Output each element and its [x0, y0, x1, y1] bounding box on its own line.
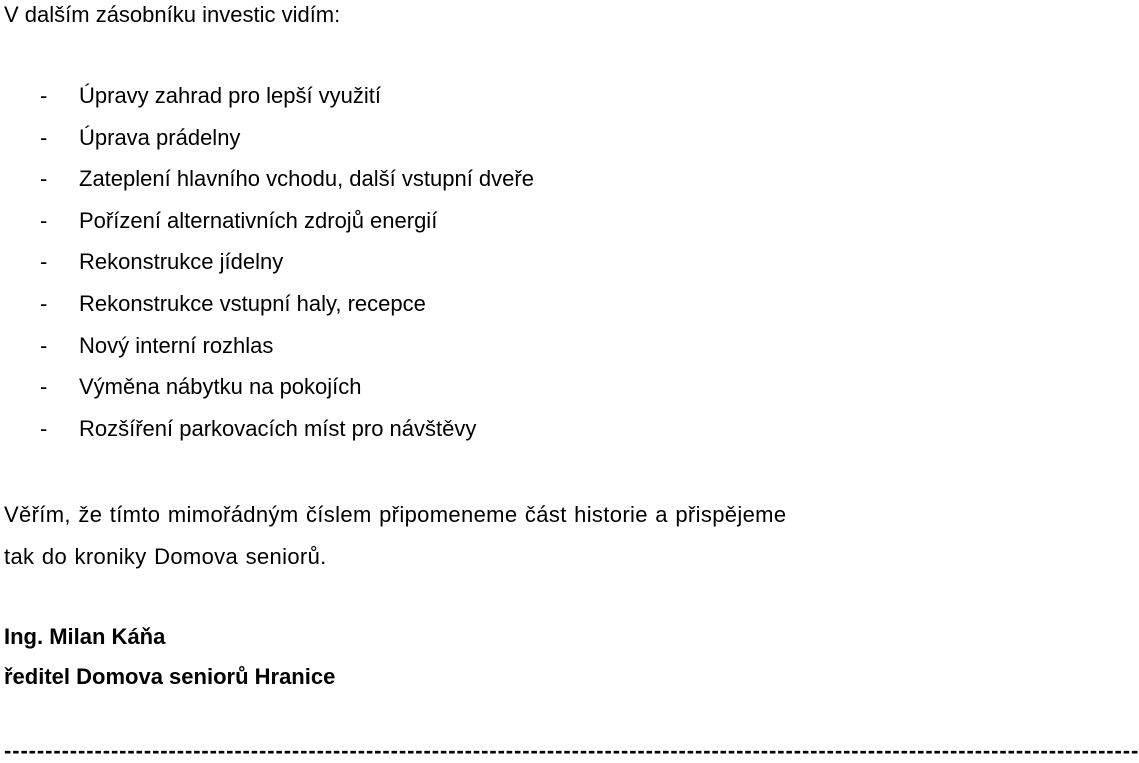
list-marker: -	[40, 415, 48, 441]
signature-block	[4, 617, 335, 697]
list-marker: -	[40, 290, 48, 316]
list-marker: -	[40, 83, 48, 108]
list-item-text: Rekonstrukce jídelny	[79, 249, 284, 275]
list-marker: -	[40, 166, 48, 192]
list-item-text: Rekonstrukce vstupní haly, recepce	[79, 290, 426, 316]
list-marker: -	[40, 207, 48, 233]
list-item-text: Úprava prádelny	[79, 124, 241, 150]
list-item-text: Pořízení alternativních zdrojů energií	[79, 207, 438, 233]
closing-paragraph	[4, 494, 962, 578]
list-item-text: Výměna nábytku na pokojích	[79, 374, 362, 400]
list-item-text: Rozšíření parkovacích míst pro návštěvy	[79, 415, 477, 441]
list-marker: -	[40, 124, 48, 150]
list-marker: -	[40, 249, 48, 275]
signature-title: ředitel Domova seniorů Hranice	[4, 664, 336, 689]
signature-name: Ing. Milan Káňa	[4, 624, 166, 649]
intro-text: V dalším zásobníku investic vidím:	[4, 2, 341, 27]
list-item-text: Zateplení hlavního vchodu, další vstupní dveře	[79, 166, 534, 192]
list-item-text: Úpravy zahrad pro lepší využití	[79, 83, 382, 108]
list-item-text: Nový interní rozhlas	[79, 332, 274, 358]
closing-line: tak do kroniky Domova seniorů.	[4, 544, 327, 569]
separator-text: ------------------------------------------------------------------------------------------------------------------------------------------	[4, 738, 1139, 763]
list-marker: -	[40, 374, 48, 400]
dashed-separator	[4, 738, 1139, 763]
list-marker: -	[40, 332, 48, 358]
closing-line: Věřím, že tímto mimořádným číslem připomeneme část historie a přispějeme	[4, 502, 787, 527]
